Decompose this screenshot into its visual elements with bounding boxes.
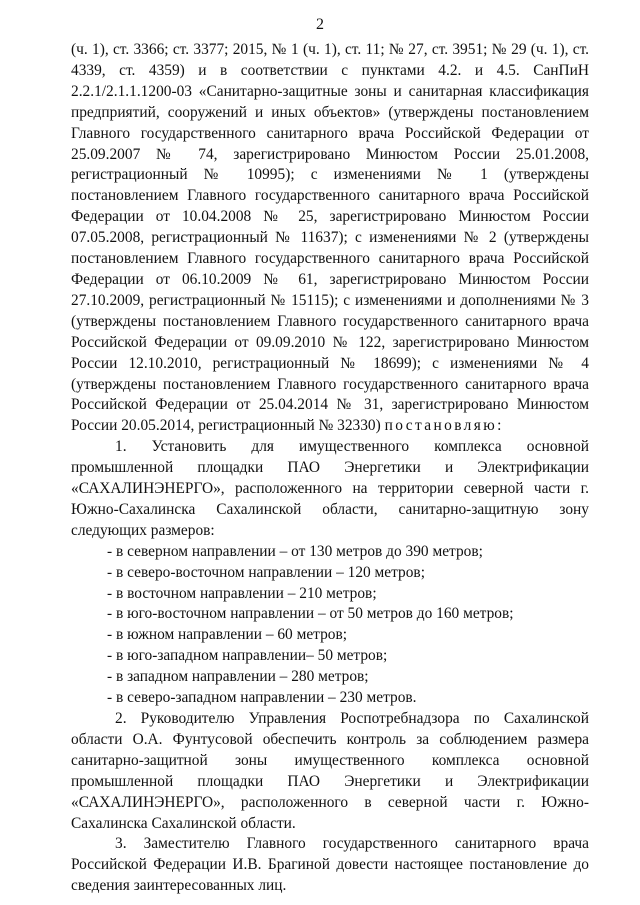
list-item: - в западном направлении – 280 метров; [107,668,369,686]
list-item: - в восточном направлении – 210 метров; [107,584,377,602]
list-item: - в юго-западном направлении– 50 метров; [107,647,388,665]
preamble-paragraph [71,40,589,437]
item-3-paragraph: 3. Заместителю Главного государственного санитарного врача Российской Федерации И.В. Брагиной довести настоящее постановление до сведения заинтересованных лиц. [71,835,589,895]
decree-word: постановляю: [384,417,504,435]
item-1-paragraph: 1. Установить для имущественного комплекса основной промышленной площадки ПАО Энергетики и Электрификации «САХАЛИНЭНЕРГО», расположенного на территории северной части г. Южно-Сахалинска Сахалинской области, санитарно-защитную зону следующих размеров: [71,438,589,539]
list-item: - в юго-восточном направлении – от 50 метров до 160 метров; [107,605,514,623]
list-item: - в северо-восточном направлении – 120 метров; [107,563,425,581]
page-number: 2 [316,16,324,33]
document-body [71,40,589,897]
list-item: - в северном направлении – от 130 метров до 390 метров; [107,542,483,560]
list-item: - в северо-западном направлении – 230 метров. [107,689,417,707]
zone-size-list [71,542,589,709]
item-2-paragraph: 2. Руководителю Управления Роспотребнадзора по Сахалинской области О.А. Фунтусовой обеспечить контроль за соблюдением размера санитарно-защитной зоны имущественного комплекса основной промышленной площадки ПАО Энергетики и Электрификации «САХАЛИНЭНЕРГО», расположенного в северной части г. Южно-Сахалинска Сахалинской области. [71,710,589,832]
preamble-text: (ч. 1), ст. 3366; ст. 3377; 2015, № 1 (ч. 1), ст. 11; № 27, ст. 3951; № 29 (ч. 1), ст. 4339, ст. 4359) и в соответствии с пунктами 4.2. и 4.5. СанПиН 2.2.1/2.1.1.1200-03 «Санитарно-защитные зоны и санитарная классификация предприятий, сооружений и иных объектов» (утверждены постановлением Главного государственного санитарного врача Российской Федерации от 25.09.2007 № 74, зарегистрировано Минюстом России 25.01.2008, регистрационный № 10995); с изменениями № 1 (утверждены постановлением Главного государственного санитарного врача Российской Федерации от 10.04.2008 № 25, зарегистрировано Минюстом России 07.05.2008, регистрационный № 11637); с изменениями № 2 (утверждены постановлением Главного государственного санитарного врача Российской Федерации от 06.10.2009 № 61, зарегистрировано Минюстом России 27.10.2009, регистрационный № 15115); с изменениями и дополнениями № 3 (утверждены постановлением Главного государственного санитарного врача Российской Федерации от 09.09.2010 № 122, зарегистрировано Минюстом России 12.10.2010, регистрационный № 18699); с изменениями № 4 (утверждены постановлением Главного государственного санитарного врача Российской Федерации от 25.04.2014 № 31, зарегистрировано Минюстом России 20.05.2014, регистрационный № 32330) [71,41,589,435]
list-item: - в южном направлении – 60 метров; [107,626,348,644]
